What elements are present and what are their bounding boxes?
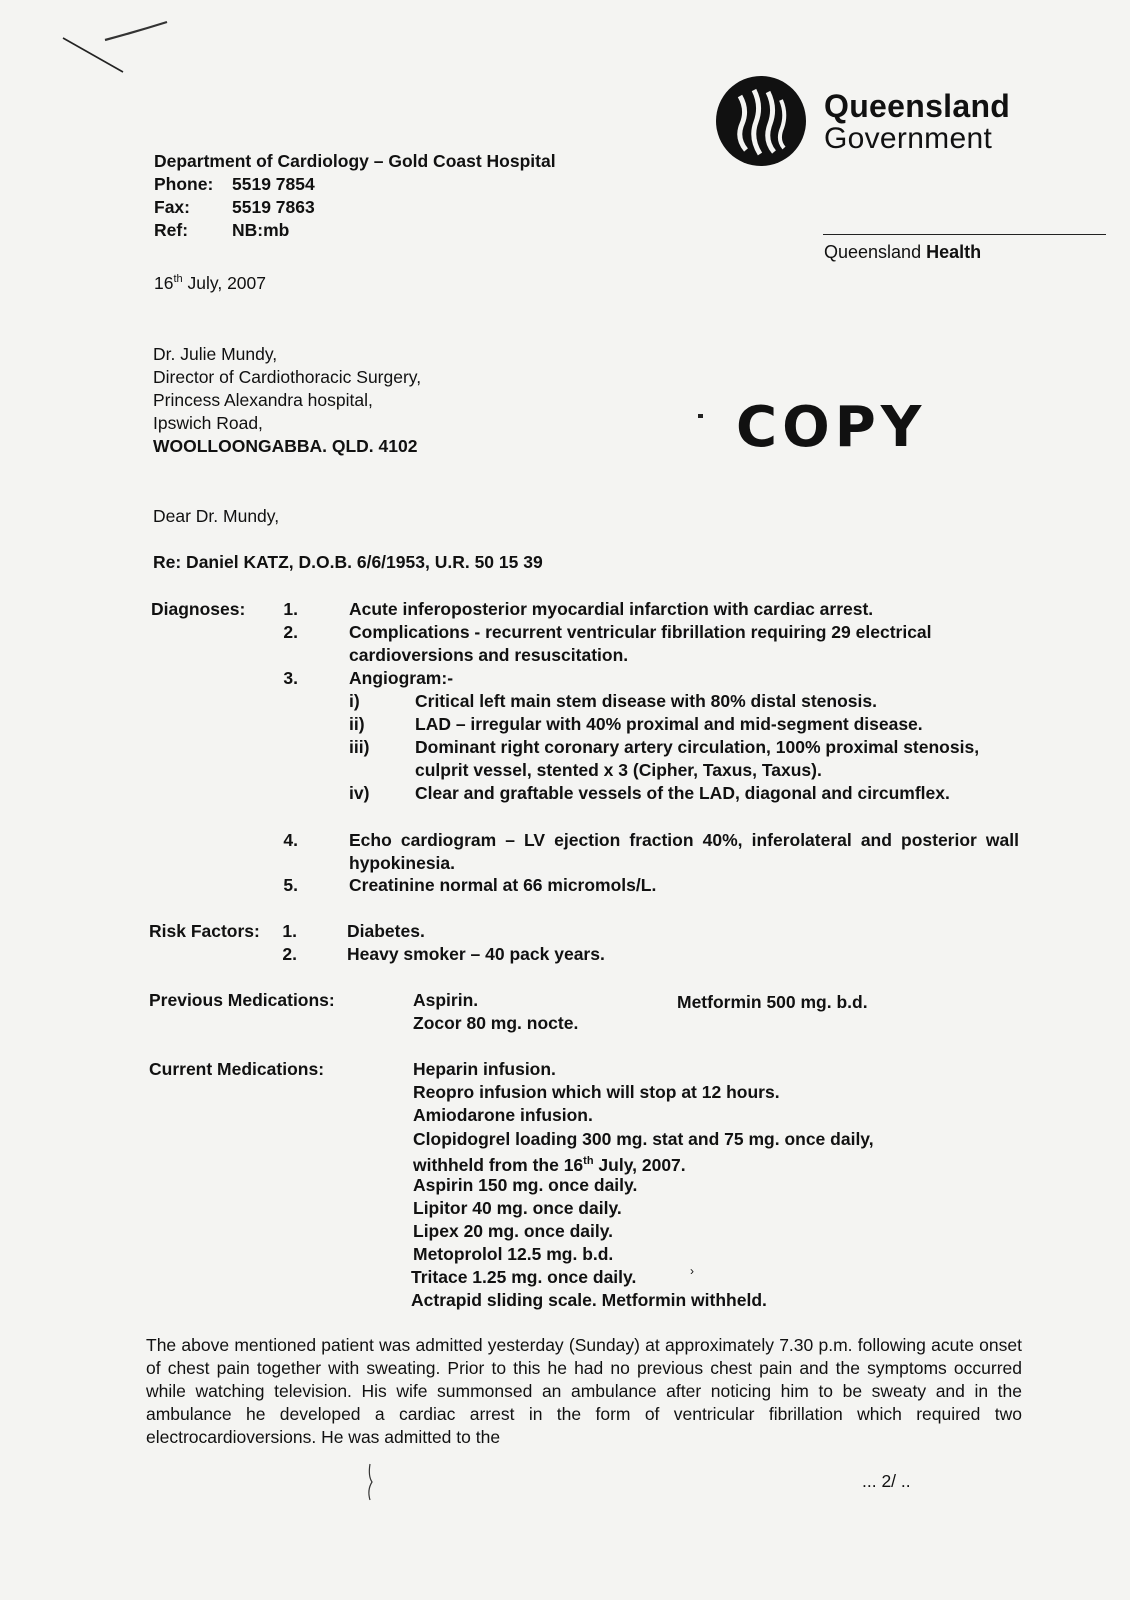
current-medication-item: Amiodarone infusion.: [413, 1105, 593, 1125]
diagnoses-label: Diagnoses:: [151, 599, 246, 619]
logo-divider: [823, 234, 1106, 235]
risk-factor-item: Diabetes.: [347, 921, 425, 941]
previous-medication-item: Zocor 80 mg. nocte.: [413, 1013, 579, 1033]
current-medication-item: Actrapid sliding scale. Metformin withheld.: [411, 1290, 767, 1310]
diagnosis-item: Angiogram:-: [349, 668, 454, 688]
recipient-title: Director of Cardiothoracic Surgery,: [153, 367, 422, 387]
sender-phone: Phone: 5519 7854: [154, 174, 315, 194]
department-name: Queensland Health: [824, 242, 982, 262]
angiogram-number: ii): [349, 714, 365, 734]
current-medication-item: Tritace 1.25 mg. once daily.: [411, 1267, 637, 1287]
angiogram-number: i): [349, 691, 360, 711]
previous-medications-label: Previous Medications:: [149, 990, 335, 1010]
pen-mark: [55, 10, 185, 80]
previous-medication-item: Aspirin.: [413, 990, 479, 1010]
sender-ref: Ref: NB:mb: [154, 220, 290, 240]
logo-emblem: [716, 76, 806, 166]
pen-mark: [364, 1462, 376, 1502]
stamp-dot: [698, 414, 703, 418]
logo-org-line2: Government: [824, 122, 993, 155]
risk-factor-number: 2.: [282, 944, 297, 964]
re-line: Re: Daniel KATZ, D.O.B. 6/6/1953, U.R. 50 15 39: [153, 552, 543, 572]
diagnosis-item: Creatinine normal at 66 micromols/L.: [349, 875, 657, 895]
letter-date: 16th July, 2007: [154, 272, 266, 293]
angiogram-number: iii): [349, 737, 370, 757]
diagnosis-item: Echo cardiogram – LV ejection fraction 40%, inferolateral and posterior wall hypokinesia.: [349, 830, 1019, 873]
diagnosis-number: 5.: [283, 875, 298, 895]
angiogram-item: LAD – irregular with 40% proximal and mid-segment disease.: [415, 714, 923, 734]
recipient-address: [153, 343, 421, 458]
diagnosis-number: 2.: [283, 622, 298, 642]
current-medications-label: Current Medications:: [149, 1059, 325, 1079]
risk-factor-item: Heavy smoker – 40 pack years.: [347, 944, 605, 964]
current-medication-item: Lipex 20 mg. once daily.: [413, 1221, 614, 1241]
risk-factor-number: 1.: [282, 921, 297, 941]
logo-waves: [716, 76, 806, 166]
angiogram-number: iv): [349, 783, 370, 803]
salutation: Dear Dr. Mundy,: [153, 506, 280, 526]
current-medication-item: withheld from the 16th July, 2007.: [413, 1154, 686, 1175]
current-medication-item: Metoprolol 12.5 mg. b.d.: [413, 1244, 614, 1264]
current-medication-item: Lipitor 40 mg. once daily.: [413, 1198, 622, 1218]
copy-stamp: COPY: [736, 395, 927, 460]
qld-government-logo: [716, 76, 806, 166]
diagnosis-number: 1.: [283, 599, 298, 619]
recipient-name: Dr. Julie Mundy,: [153, 344, 278, 364]
recipient-street: Ipswich Road,: [153, 413, 263, 433]
diagnosis-number: 4.: [283, 830, 298, 850]
previous-medication-item: Metformin 500 mg. b.d.: [677, 992, 868, 1012]
sender-fax: Fax: 5519 7863: [154, 197, 315, 217]
current-medication-item: Aspirin 150 mg. once daily.: [413, 1175, 638, 1195]
angiogram-item: Dominant right coronary artery circulation, 100% proximal stenosis, culprit vessel, stented x 3 (Cipher, Taxus, Taxus).: [415, 737, 980, 780]
current-medication-item: Reopro infusion which will stop at 12 hours.: [413, 1082, 780, 1102]
angiogram-item: Critical left main stem disease with 80% distal stenosis.: [415, 691, 877, 711]
diagnosis-item: Complications - recurrent ventricular fibrillation requiring 29 electrical cardioversions and resuscitation.: [349, 622, 932, 665]
diagnosis-item: Acute inferoposterior myocardial infarction with cardiac arrest.: [349, 599, 874, 619]
body-paragraph: The above mentioned patient was admitted yesterday (Sunday) at approximately 7.30 p.m. following acute onset of chest pain together with sweating. Prior to this he had no previous chest pain and the symptoms occurred while watching television. His wife summonsed an ambulance after noticing him to be sweaty and in the ambulance he developed a cardiac arrest in the form of ventricular fibrillation which required two electrocardioversions. He was admitted to the: [146, 1335, 1022, 1447]
page-continuation: ... 2/ ..: [862, 1471, 911, 1491]
risk-factors-label: Risk Factors:: [149, 921, 260, 941]
current-medication-item: Clopidogrel loading 300 mg. stat and 75 mg. once daily,: [413, 1129, 874, 1149]
recipient-city: WOOLLOONGABBA. QLD. 4102: [153, 436, 418, 456]
logo-org-line1: Queensland: [824, 88, 1011, 124]
sender-header: [154, 150, 556, 242]
recipient-hospital: Princess Alexandra hospital,: [153, 390, 373, 410]
current-medication-item: Heparin infusion.: [413, 1059, 556, 1079]
pen-mark: ›: [690, 1264, 694, 1278]
diagnosis-number: 3.: [283, 668, 298, 688]
sender-department: Department of Cardiology – Gold Coast Hospital: [154, 151, 556, 171]
angiogram-item: Clear and graftable vessels of the LAD, diagonal and circumflex.: [415, 783, 950, 803]
